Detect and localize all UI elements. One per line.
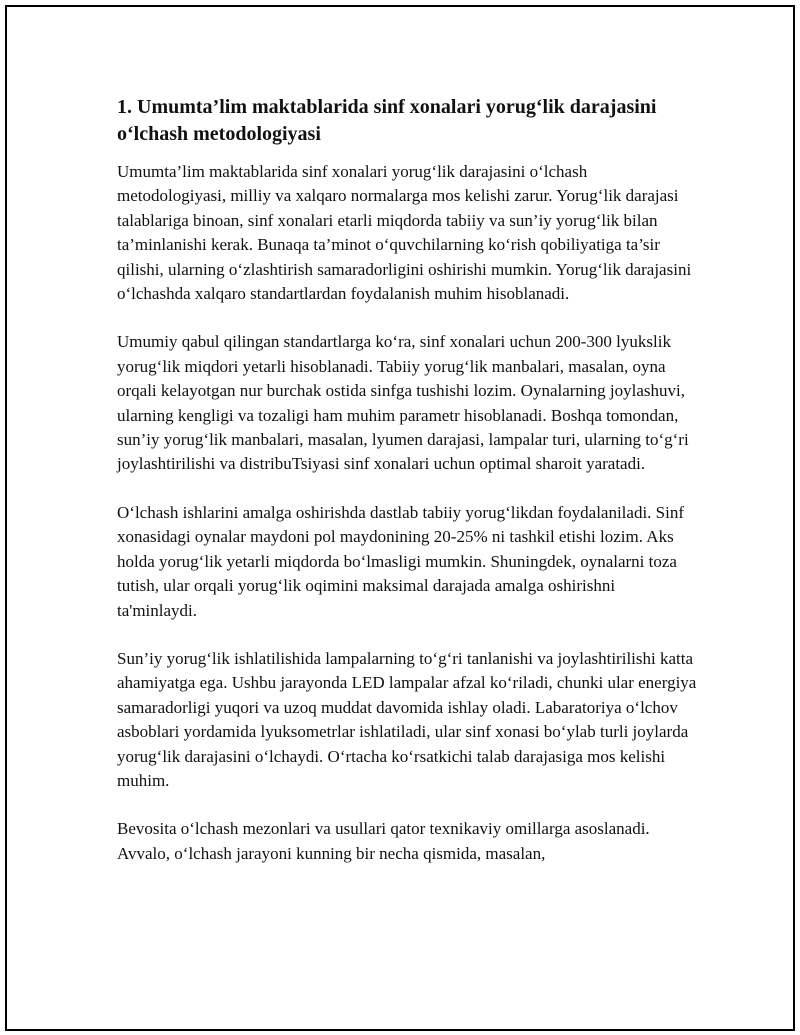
paragraph-5: Bevosita o‘lchash mezonlari va usullari qator texnikaviy omillarga asoslanadi. Avvalo, o‘lchash jarayoni kunning bir necha qismida, masalan, — [117, 819, 650, 863]
paragraph-3: O‘lchash ishlarini amalga oshirishda dastlab tabiiy yorug‘likdan foydalaniladi. Sinf xonasidagi oynalar maydoni pol maydonining 20-25% ni tashkil etishi lozim. Aks holda yorug‘lik yetarli miqdorda bo‘lmasligi mumkin. Shuningdek, oynalarni toza tutish, ular orqali yorug‘lik oqimini maksimal darajada amalga oshirishni ta'minlaydi. — [117, 502, 685, 620]
paragraph-1: Umumta’lim maktablarida sinf xonalari yorug‘lik darajasini o‘lchash metodologiyasi, milliy va xalqaro normalarga mos kelishi zarur. Yorug‘lik darajasi talablariga binoan, sinf xonalari etarli miqdorda tabiiy va sun’iy yorug‘lik bilan ta’minlanishi kerak. Bunaqa ta’minot o‘quvchilarning ko‘rish qobiliyatiga ta’sir qilishi, ularning o‘zlashtirish samaradorligini oshirishi mumkin. Yorug‘lik darajasini o‘lchashda xalqaro standartlardan foydalanish muhim hisoblanadi. — [117, 162, 692, 304]
section-heading: 1. Umumta’lim maktablarida sinf xonalari yorug‘lik darajasini o‘lchash metodologiyasi — [117, 96, 657, 145]
paragraph-2: Umumiy qabul qilingan standartlarga ko‘ra, sinf xonalari uchun 200-300 lyukslik yorug‘lik miqdori yetarli hisoblanadi. Tabiiy yorug‘lik manbalari, masalan, oyna orqali kelayotgan nur burchak ostida sinfga tushishi lozim. Oynalarning joylashuvi, ularning kengligi va tozaligi ham muhim parametr hisoblanadi. Boshqa tomondan, sun’iy yorug‘lik manbalari, masalan, lyumen darajasi, lampalar turi, ularning to‘g‘ri joylashtirilishi va distribuTsiyasi sinf xonalari uchun optimal sharoit yaratadi. — [117, 332, 689, 474]
paragraph-4: Sun’iy yorug‘lik ishlatilishida lampalarning to‘g‘ri tanlanishi va joylashtirilishi katta ahamiyatga ega. Ushbu jarayonda LED lampalar afzal ko‘riladi, chunki ular energiya samaradorligi yuqori va uzoq muddat davomida ishlay oladi. Labaratoriya o‘lchov asboblari yordamida lyuksometrlar ishlatiladi, ular sinf xonasi bo‘ylab turli joylarda yorug‘lik darajasini o‘lchaydi. O‘rtacha ko‘rsatkichi talab darajasiga mos kelishi muhim. — [117, 648, 697, 790]
document-body — [117, 94, 697, 890]
